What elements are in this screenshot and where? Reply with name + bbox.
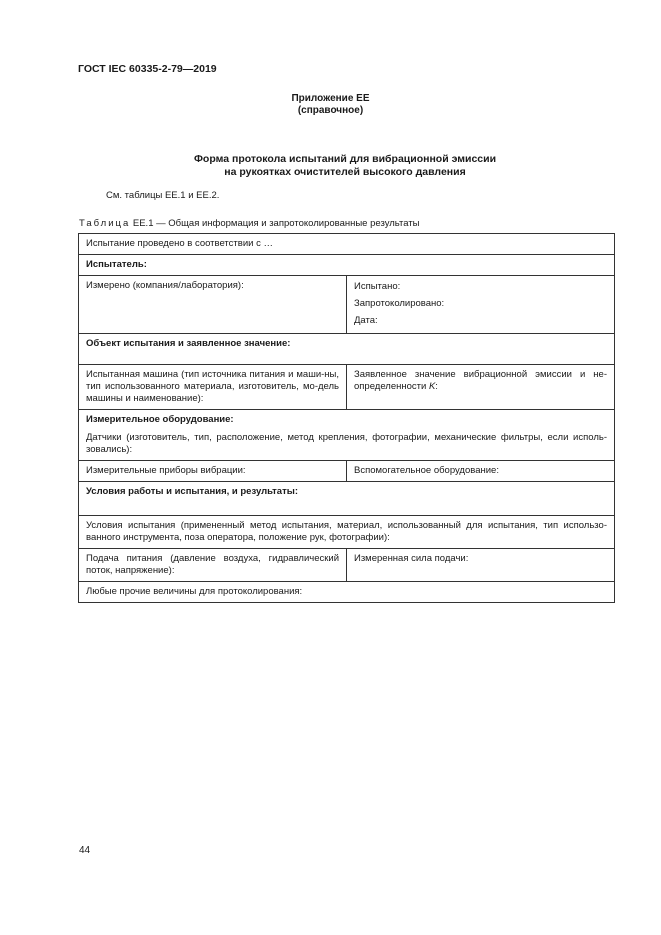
table-row: [79, 461, 615, 482]
table-row: [79, 549, 615, 582]
form-title-line-2: на рукоятках очистителей высокого давления: [224, 166, 466, 178]
declared-value-label: Заявленное значение вибрационной эмиссии и не-определенности: [354, 369, 607, 392]
annex-heading: [0, 93, 661, 117]
test-conducted-label: Испытание проведено в соответствии с …: [86, 238, 273, 249]
annex-title: Приложение ЕЕ: [291, 93, 370, 104]
form-title-line-1: Форма протокола испытаний для вибрационной эмиссии: [193, 153, 497, 165]
protocol-table: [78, 233, 615, 603]
table-row: [79, 255, 615, 276]
form-title: [0, 153, 661, 179]
uncertainty-symbol: K: [428, 381, 436, 392]
other-values-cell: [79, 582, 615, 603]
see-tables-note: См. таблицы ЕЕ.1 и ЕЕ.2.: [106, 190, 220, 201]
table-row: [79, 410, 615, 461]
page-number: 44: [79, 845, 91, 856]
table-caption: [79, 218, 420, 229]
date-label: Дата:: [354, 315, 378, 326]
table-row: [79, 334, 615, 365]
table-caption-prefix: Таблица: [79, 218, 131, 229]
table-row: [79, 482, 615, 516]
power-supply-cell: [79, 549, 347, 582]
declared-value-cell: [347, 365, 615, 410]
table-row: [79, 276, 615, 334]
declared-value-colon: :: [435, 381, 438, 392]
table-row: [79, 234, 615, 255]
equipment-heading: Измерительное оборудование:: [86, 414, 234, 425]
instruments-label: Измерительные приборы вибрации:: [86, 465, 246, 476]
test-conducted-cell: [79, 234, 615, 255]
table-row: [79, 582, 615, 603]
instruments-cell: [79, 461, 347, 482]
machine-desc-label: Испытанная машина (тип источника питания и маши-ны, тип использованного материала, изготовитель, мо-дель машины и наименование):: [86, 369, 339, 404]
annex-subtitle: (справочное): [297, 105, 364, 116]
signoff-cell: [347, 276, 615, 334]
aux-equipment-label: Вспомогательное оборудование:: [354, 465, 499, 476]
other-values-label: Любые прочие величины для протоколирования:: [86, 586, 303, 597]
object-heading: Объект испытания и заявленное значение:: [79, 334, 615, 365]
table-caption-text: ЕЕ.1 — Общая информация и запротоколированные результаты: [130, 218, 420, 229]
test-conditions-cell: [79, 516, 615, 549]
recorded-label: Запротоколировано:: [354, 298, 445, 309]
test-conditions-label: Условия испытания (примененный метод испытания, материал, использованный для испытания, тип использо-ванного инструмента, поза оператора, положение рук, фотографии):: [86, 520, 607, 543]
document-code: ГОСТ IEC 60335-2-79—2019: [78, 63, 217, 75]
measured-by-cell: [79, 276, 347, 334]
power-supply-label: Подача питания (давление воздуха, гидравлический поток, напряжение):: [86, 553, 339, 576]
feed-force-label: Измеренная сила подачи:: [354, 553, 469, 564]
tester-heading: Испытатель:: [79, 255, 615, 276]
measured-by-label: Измерено (компания/лаборатория):: [86, 280, 244, 291]
tested-label: Испытано:: [354, 281, 401, 292]
table-row: [79, 516, 615, 549]
conditions-heading: Условия работы и испытания, и результаты:: [79, 482, 615, 516]
machine-desc-cell: [79, 365, 347, 410]
aux-equipment-cell: [347, 461, 615, 482]
equipment-cell: [79, 410, 615, 461]
table-row: [79, 365, 615, 410]
sensors-label: Датчики (изготовитель, тип, расположение, метод крепления, фотографии, механические фильтры, если исполь-зовались):: [86, 432, 607, 455]
feed-force-cell: [347, 549, 615, 582]
